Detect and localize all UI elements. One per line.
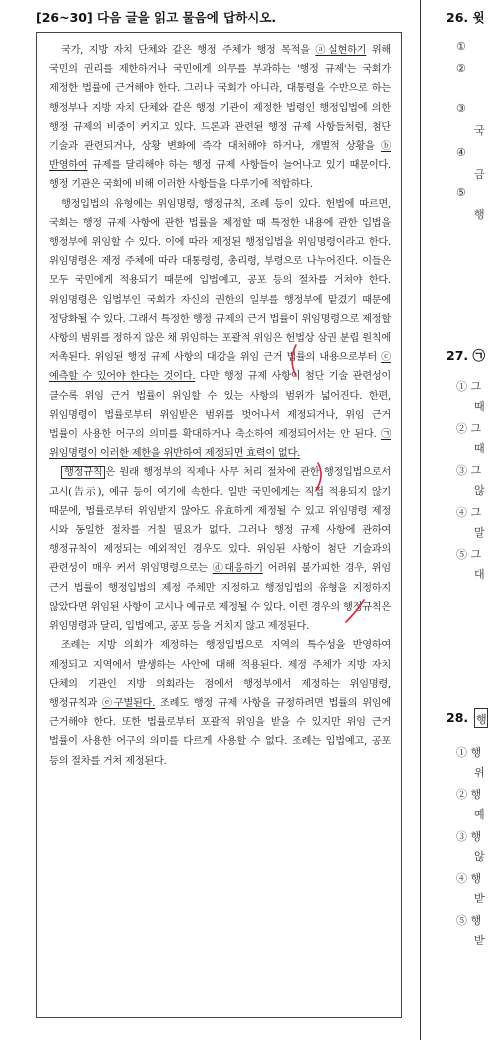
- q28-option-2[interactable]: ② 행: [456, 788, 482, 801]
- q28-option-3[interactable]: ③ 행: [456, 830, 482, 843]
- q26-option-5-continuation: 행: [474, 208, 485, 221]
- q27-option-5[interactable]: ⑤ 그: [456, 548, 482, 561]
- q26-option-4[interactable]: ④: [456, 146, 466, 159]
- handwritten-bracket-2: [316, 463, 321, 490]
- handwritten-slash: [346, 600, 364, 622]
- q28-option-5[interactable]: ⑤ 행: [456, 914, 482, 927]
- q28-option-3-continuation: 않: [474, 850, 485, 863]
- q27-option-2-continuation: 때: [474, 442, 485, 455]
- q27-option-4-continuation: 말: [474, 526, 485, 539]
- mark-d-respond: ⓓ대응하기: [212, 563, 263, 575]
- p3-text-a: 은 원래 행정부의 직제나 사무 처리 절차에 관한 행정입법으로서 고시(告示), 예규 등이 여기에 속한다. 일반 국민에게는 직접 적용되지 않기 때문에, 법률로부터 위임받지 않아도 유효하게 제정될 수 있고 위임명령 제정 시와 동일한 절차를 거칠 필요가 없다. 그러나 행정 규제 사항에 관하여 행정규칙이 제정되는 예외적인 경우도 있다. 위임된 사항이 첨단 기술과의 관련성이 매우 커서 위임명령으로는: [49, 467, 391, 575]
- q27-title-part: ㉠: [472, 348, 486, 363]
- p2-text-b: 다만 행정 규제 사항이 첨단 기술 관련성이 클수록 위임 근거 법률이 위임할 수 있는 사항의 범위가 넓어진다. 한편, 위임명령이 법률로부터 위임받은 범위를 벗어나서 제정되거나, 위임 근거 법률이 사용한 어구의 의미를 확대하거나 축소하여 제정되어서는 안 된다.: [49, 371, 392, 441]
- mark-a-realize: ⓐ실현하기: [315, 45, 367, 56]
- mark-b-reflect: ⓑ반영하여: [49, 141, 391, 172]
- question-27-number: [446, 346, 485, 364]
- mark-e-distinguish: ⓔ구별된다.: [101, 697, 156, 709]
- question-28-number: 28.: [446, 710, 469, 725]
- q26-option-3-continuation: 국: [474, 124, 485, 137]
- q26-option-4-continuation: 금: [474, 168, 485, 181]
- p1-text-b: 위해 국민의 권리를 제한하거나 국민에게 의무를 부과하는 '행정 규제'는 국회가 제정한 법률에 근거해야 한다. 그러나 국회가 아니라, 대통령을 수반으로 하는 행정부나 지방 자치 단체와 같은 행정 기관이 제정한 법령인 행정입법에 의한 행정 규제의 비중이 커지고 있다. 드론과 관련된 행정 규제 사항들처럼, 첨단 기술과 관련되거나, 상황 변화에 즉각 대처해야 하거나, 개별적 상황을: [49, 45, 392, 153]
- q28-option-1[interactable]: ① 행: [456, 746, 482, 759]
- q28-option-4-continuation: 받: [474, 892, 485, 905]
- q26-number-label: 26.: [446, 10, 469, 25]
- q27-option-3[interactable]: ③ 그: [456, 464, 482, 477]
- q28-boxed-term-text: 행: [476, 713, 487, 726]
- question-26-number: [446, 8, 485, 26]
- q28-option-4[interactable]: ④ 행: [456, 872, 482, 885]
- q28-option-1-continuation: 위: [474, 766, 485, 779]
- p2-text-a: 행정입법의 유형에는 위임명령, 행정규칙, 조례 등이 있다. 헌법에 따르면, 국회는 행정 규제 사항에 관한 법률을 제정할 때 특정한 내용에 관한 입법을 행정부에 위임할 수 있다. 이에 따라 제정된 행정입법을 위임명령이라고 한다. 위임명령은 제정 주체에 따라 대통령령, 총리령, 부령으로 나누어진다. 이들은 모두 국민에게 적용되기 때문에 입법예고, 공포 등의 절차를 거쳐야 한다. 위임명령은 입법부인 국회가 자신의 권한의 일부를 행정부에 맡겼기 때문에 정당화될 수 있다. 그래서 특정한 행정 규제의 근거 법률이 위임명령으로 제정할 사항의 범위를 정하지 않은 채 위임하는 포괄적 위임은 헌법상 삼권 분립 원칙에 저촉된다. 위임된 행정 규제 사항의 대강을 위임 근거 법률의 내용으로부터: [49, 198, 391, 364]
- mark-g-target-sentence: ㉠위임명령이 이러한 제한을 위반하여 제정되면 효력이 없다.: [49, 429, 391, 460]
- column-divider: [420, 0, 421, 1040]
- handwritten-bracket-1: [292, 345, 296, 376]
- p1-text-c: 규제를 달리해야 하는 행정 규제 사항들이 늘어나고 있기 때문이다. 행정 기관은 국회에 비해 이러한 사항들을 다루기에 적합하다.: [49, 160, 391, 191]
- q28-boxed-term: [474, 708, 488, 728]
- q26-title-part: 윗: [472, 10, 485, 25]
- q27-option-4[interactable]: ④ 그: [456, 506, 482, 519]
- q26-option-1[interactable]: ①: [456, 40, 466, 53]
- q27-number-label: 27.: [446, 348, 469, 363]
- q26-option-3[interactable]: ③: [456, 102, 466, 115]
- p4-text-a: 조례는 지방 의회가 제정하는 행정입법으로 지역의 특수성을 반영하여 제정되고 지역에서 발생하는 사안에 대해 적용된다. 제정 주체가 지방 자치 단체의 기관인 지방 의회라는 점에서 행정부에서 제정하는 위임명령, 행정규칙과: [49, 640, 391, 709]
- p4-text-b: 조례도 행정 규제 사항을 규정하려면 법률의 위임에 근거해야 한다. 또한 법률로부터 포괄적 위임을 받을 수 있지만 위임 근거 법률이 사용한 어구의 의미를 다르게 사용할 수 없다. 조례는 입법예고, 공포 등의 절차를 거쳐 제정된다.: [49, 697, 391, 767]
- mark-c-predict: ⓒ예측할 수 있어야 한다는 것이다.: [49, 352, 391, 383]
- q27-option-5-continuation: 대: [474, 568, 485, 581]
- q27-option-1-continuation: 때: [474, 400, 485, 413]
- q27-option-2[interactable]: ② 그: [456, 422, 482, 435]
- q26-option-5[interactable]: ⑤: [456, 186, 466, 199]
- p1-text-a: 국가, 지방 자치 단체와 같은 행정 주체가 행정 목적을: [61, 45, 316, 56]
- q28-option-5-continuation: 받: [474, 934, 485, 947]
- p3-text-b: 어려워 불가피한 경우, 위임 근거 법률이 행정입법의 제정 주체만 지정하고 행정입법의 유형을 지정하지 않았다면 위임된 사항이 고시나 예규로 제정될 수 있다. 이런 경우의 행정규칙은 위임명령과 달리, 입법예고, 공포 등을 거치지 않고 제정된다.: [49, 563, 391, 633]
- q27-option-1[interactable]: ① 그: [456, 380, 482, 393]
- q27-option-3-continuation: 않: [474, 484, 485, 497]
- q28-option-2-continuation: 예: [474, 808, 485, 821]
- section-instruction: [26~30] 다음 글을 읽고 물음에 답하시오.: [36, 10, 277, 25]
- boxed-term-admin-rules: 행정규칙: [61, 466, 105, 479]
- q26-option-2[interactable]: ②: [456, 62, 466, 75]
